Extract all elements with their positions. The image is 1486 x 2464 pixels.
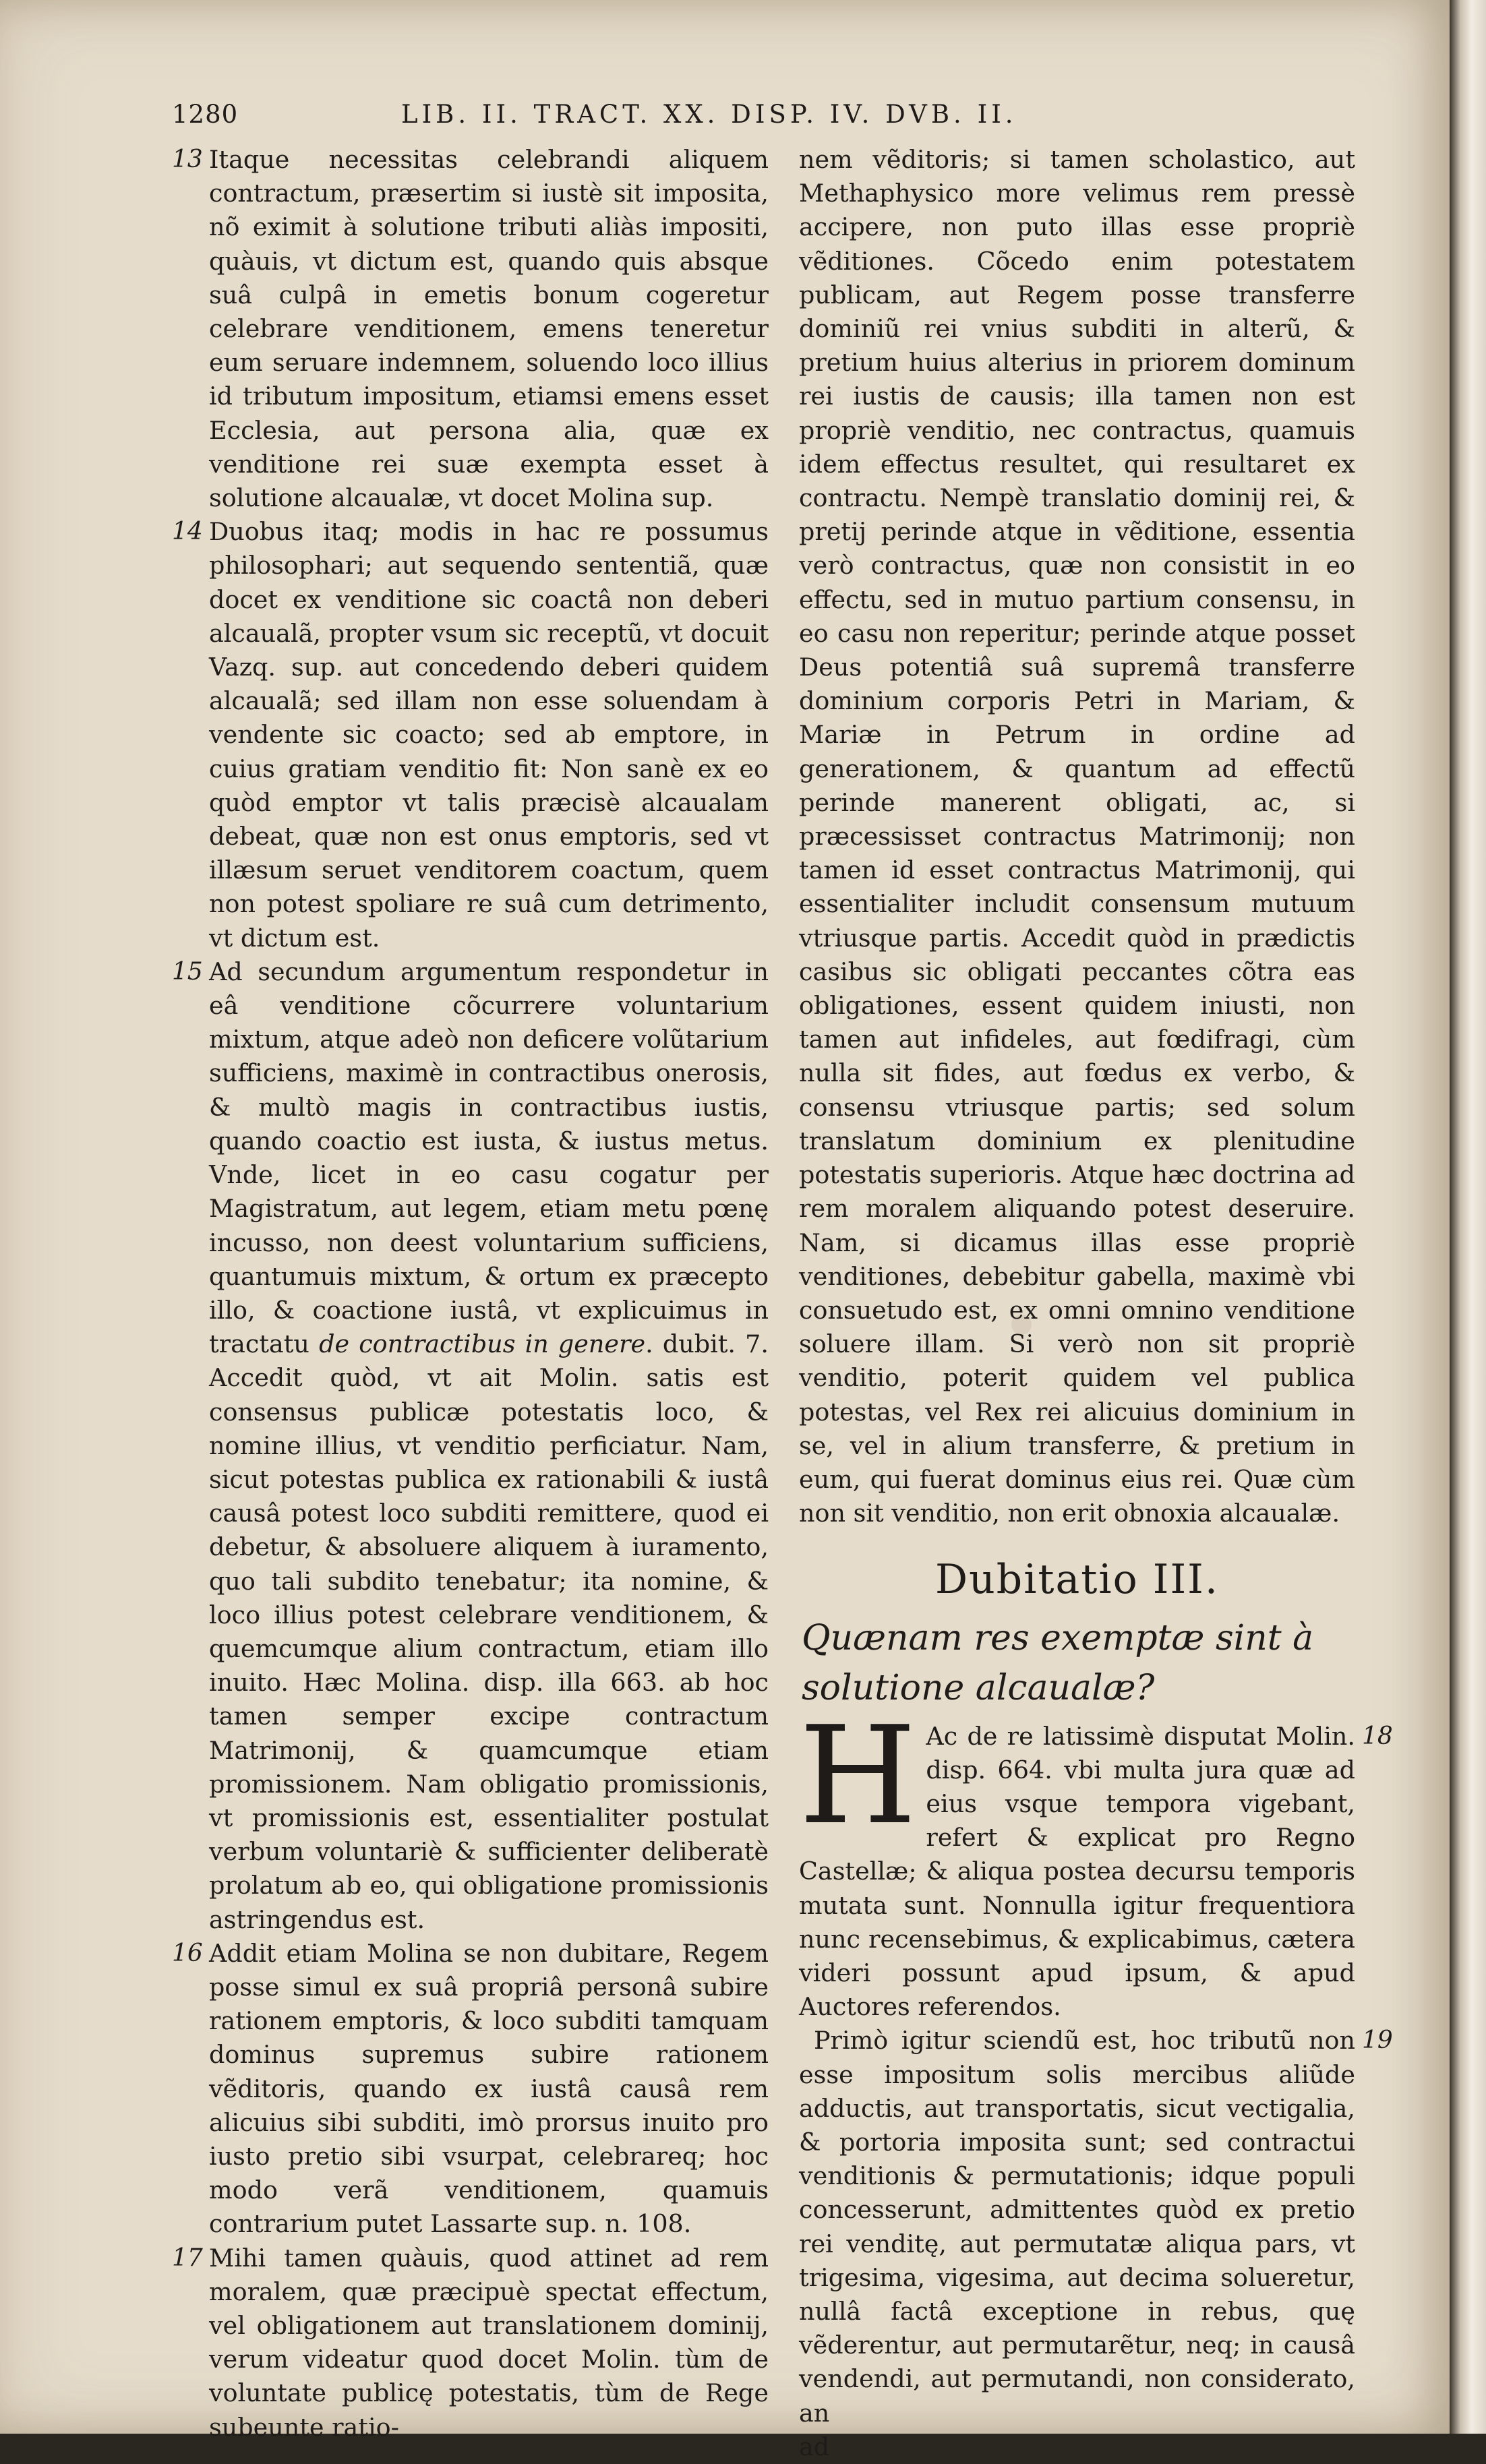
paragraph-text: Primò igitur sciendũ est, hoc tributũ non esse impositum solis mercibus aliũde adductis, aut transportatis, sicut vectigalia, & portoria imposita sunt; sed contractui venditionis & permutationis; idque populi concesserunt, admittentes quòd ex pretio rei venditę, aut permutatæ aliqua pars, vt trigesima, vigesima, aut decima solueretur, nullâ factâ exceptione in rebus, quę vẽderentur, aut permutarẽtur, neq; in causâ vendendi, aut permutandi, non considerato, an (799, 2026, 1355, 2428)
continuation-paragraph: nem vẽditoris; si tamen scholastico, aut Methaphysico more velimus rem pressè accipere, non puto illas esse propriè vẽditiones. Cõcedo enim potestatem publicam, aut Regem posse transferre dominiũ rei vnius subditi in alterũ, & pretium huius alterius in priorem dominum rei iustis de causis; illa tamen non est propriè venditio, nec contractus, quamuis idem effectus resultet, qui resultaret ex contractu. Nempè translatio dominij rei, & pretij perinde atque in vẽditione, essentia verò contractus, quæ non consistit in eo effectu, sed in mutuo partium consensu, in eo casu non reperitur; perinde atque posset Deus potentiâ suâ supremâ transferre dominium corporis Petri in Mariam, & Mariæ in Petrum in ordine ad generationem, & quantum ad effectũ perinde manerent obligati, ac, si præcessisset contractus Matrimonij; non tamen id esset contractus Matrimonij, qui essentialiter includit consensum mutuum vtriusque partis. Accedit quòd in prædictis casibus sic obligati peccantes cõtra eas obligationes, essent quidem iniusti, non tamen aut infideles, aut fœdifragi, cùm nulla sit fides, aut fœdus ex verbo, & consensu vtriusque partis; sed solum translatum dominium ex plenitudine potestatis superioris. Atque hæc doctrina ad rem moralem aliquando potest deseruire. Nam, si dicamus illas esse propriè venditiones, debebitur gabella, maximè vbi consuetudo est, ex omni omnino venditione soluere illam. Si verò non sit propriè venditio, poterit quidem vel publica potestas, vel Rex rei alicuius dominium in se, vel in alium transferre, & pretium in eum, qui fuerat dominus eius rei. Quæ cùm non sit venditio, non erit obnoxia alcaualæ. (799, 145, 1355, 1528)
page-number: 1280 (172, 100, 239, 129)
dubitatio-question: Quænam res exemptæ sint à solutione alcaualæ? (802, 1617, 1314, 1708)
italic-reference: de contractibus in genere (319, 1329, 646, 1359)
running-head: LIB. II. TRACT. XX. DISP. IV. DVB. II. (401, 100, 1017, 129)
paragraph-text-cont: . dubit. 7. Accedit quòd, vt ait Molin. satis est consensus publicæ potestatis loco, & nomine illius, vt venditio perficiatur. Nam, sicut potestas publica ex rationabili & iustâ causâ potest loco subditi remittere, quod ei debetur, & absoluere aliquem à iuramento, quo tali subdito tenebatur; ita nomine, & loco illius potest celebrare venditionem, & quemcumque alium contractum, etiam illo inuito. Hæc Molina. disp. illa 663. ab hoc tamen semper excipe contractum Matrimonij, & quamcumque etiam promissionem. Nam obligatio promissionis, vt promissionis est, essentialiter postulat verbum voluntariè & sufficienter deliberatè prolatum ab eo, qui obligatione promissionis astringendus est. (209, 1329, 769, 1934)
dubitatio-title: Dubitatio III. (935, 1556, 1219, 1604)
drop-cap: H (799, 1697, 917, 1855)
paragraph-text: Ad secundum argumentum respondetur in eâ venditione cõcurrere voluntarium mixtum, atque adeò non deficere volũtarium sufficiens, maximè in contractibus onerosis, & multò magis in contractibus iustis, quando coactio est iusta, & iustus metus. Vnde, licet in eo casu cogatur per Magistratum, aut legem, etiam metu pœnę incusso, non deest voluntarium sufficiens, quantumuis mixtum, & ortum ex præcepto illo, & coactione iustâ, vt explicuimus in tractatu (209, 957, 769, 1359)
paragraph-text: Mihi tamen quàuis, quod attinet ad rem moralem, quæ præcipuè spectat effectum, vel obligationem aut translationem dominij, verum videatur quod docet Molin. tùm de voluntate publicę potestatis, tùm de Rege subeunte ratio- (209, 2243, 769, 2442)
paragraph-18 (799, 1697, 1393, 2024)
paragraph-number: 15 (172, 957, 203, 986)
paragraph-number: 13 (172, 146, 203, 173)
paper-stain (1011, 1315, 1032, 1335)
page-edge (1450, 0, 1486, 2434)
paragraph-text: Ac de re latissimè disputat Molin. disp. 664. vbi multa jura quæ ad eius vsque tempora vigebant, refert & explicat pro Regno Castellæ; & aliqua postea decursu temporis mutata sunt. Nonnulla igitur frequentiora nunc recensebimus, & explicabimus, cætera videri possunt apud ipsum, & apud Auctores referendos. (799, 1721, 1355, 2022)
paragraph-number: 18 (1362, 1722, 1393, 1750)
catchword: ad (799, 2432, 830, 2461)
paragraph-13 (172, 143, 769, 515)
paragraph-number: 16 (172, 1939, 203, 1967)
paragraph-text: Addit etiam Molina se non dubitare, Regem posse simul ex suâ propriâ personâ subire rationem emptoris, & loco subditi tamquam dominus supremus subire rationem vẽditoris, quando ex iustâ causâ rem alicuius sibi subditi, imò prorsus inuito pro iusto pretio sibi vsurpat, celebrareq; hoc modo verã venditionem, quamuis contrarium putet Lassarte sup. n. 108. (209, 1938, 769, 2239)
right-column (799, 143, 1393, 2464)
left-column (172, 143, 769, 2444)
paragraph-16 (172, 1937, 769, 2242)
paragraph-text: Duobus itaq; modis in hac re possumus philosophari; aut sequendo sententiã, quæ docet ex venditione sic coactâ non deberi alcaualã, propter vsum sic receptũ, vt docuit Vazq. sup. aut concedendo deberi quidem alcaualã; sed illam non esse soluendam à vendente sic coacto; sed ab emptore, in cuius gratiam venditio fit: Non sanè ex eo quòd emptor vt talis præcisè alcaualam debeat, quæ non est onus emptoris, sed vt illæsum seruet venditorem coactum, quem non potest spoliare re suâ cum detrimento, vt dictum est. (209, 517, 769, 953)
paragraph-number: 14 (172, 518, 203, 546)
paragraph-text: Itaque necessitas celebrandi aliquem contractum, præsertim si iustè sit imposita, nõ eximit à solutione tributi aliàs impositi, quàuis, vt dictum est, quando quis absque suâ culpâ in emetis bonum cogeretur celebrare venditionem, emens teneretur eum seruare indemnem, soluendo loco illius id tributum impositum, etiamsi emens esset Ecclesia, aut persona alia, quæ ex venditione rei suæ exempta esset à solutione alcaualæ, vt docet Molina sup. (209, 145, 769, 513)
paragraph-19 (799, 2024, 1393, 2430)
running-header (172, 100, 1197, 140)
paragraph-number: 17 (172, 2244, 203, 2272)
paragraph-number: 19 (1362, 2026, 1393, 2055)
paragraph-15 (172, 955, 769, 1937)
paragraph-17 (172, 2242, 769, 2444)
paragraph-14 (172, 515, 769, 955)
